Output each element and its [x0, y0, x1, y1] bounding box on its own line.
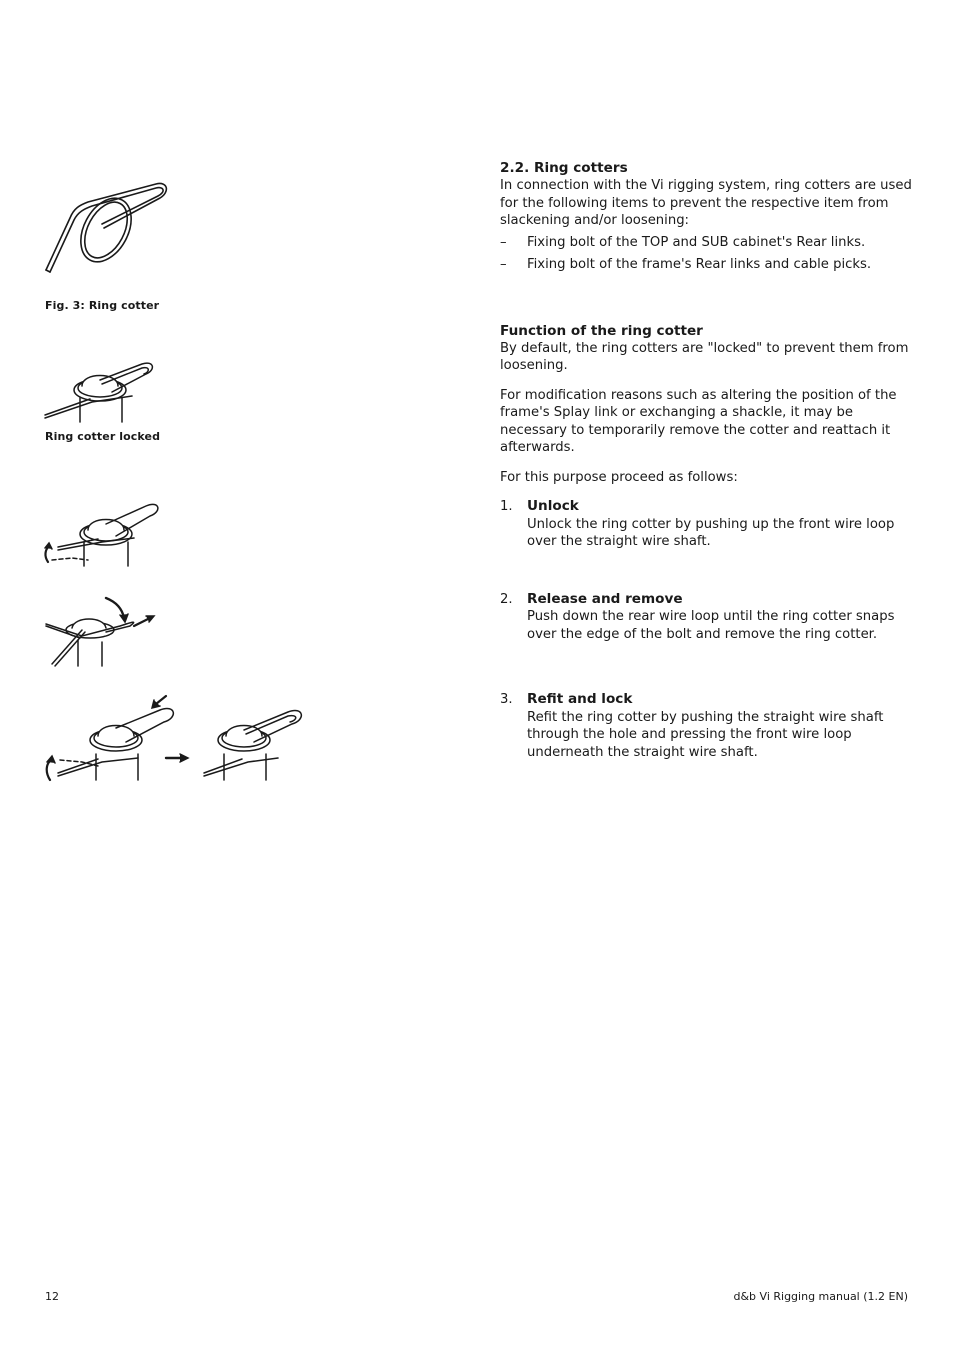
function-paragraph-3: For this purpose proceed as follows:: [500, 469, 738, 485]
function-heading: Function of the ring cotter: [500, 322, 703, 339]
figure-caption-fig3: Fig. 3: Ring cotter: [45, 299, 160, 312]
bullet-dash: –: [500, 257, 507, 272]
list-item: [500, 234, 914, 252]
list-item: [500, 256, 914, 274]
ring-cotter-locked-figure: [42, 358, 157, 423]
section-intro: In connection with the Vi rigging system, ring cotters are used for the following items to prevent the respective item from slackening and/or loosening:: [500, 178, 912, 228]
list-item-text: Fixing bolt of the frame's Rear links and cable picks.: [527, 257, 872, 272]
step-text: Push down the rear wire loop until the ring cotter snaps over the edge of the bolt and remove the ring cotter.: [527, 609, 895, 642]
step-unlock: [500, 498, 914, 551]
step-release-remove: [500, 591, 914, 644]
document-title: d&b Vi Rigging manual (1.2 EN): [733, 1290, 908, 1303]
step-title: Refit and lock: [527, 691, 633, 707]
refit-lock-step-figure: [42, 692, 307, 782]
step-number: 2.: [500, 591, 513, 607]
bullet-dash: –: [500, 234, 507, 250]
function-paragraph-2: For modification reasons such as altering the position of the frame's Splay link or exchanging a shackle, it may be necessary to temporarily remove the cotter and reattach it afterwards.: [500, 387, 897, 455]
step-refit-lock: [500, 691, 914, 761]
main-content: [500, 159, 914, 761]
step-text: Refit the ring cotter by pushing the straight wire shaft through the hole and pressing the front wire loop underneath the straight wire shaft.: [527, 709, 884, 760]
step-number: 1.: [500, 499, 513, 514]
ring-cotter-figure: [40, 178, 175, 278]
step-number: 3.: [500, 692, 513, 707]
step-text: Unlock the ring cotter by pushing up the front wire loop over the straight wire shaft.: [527, 516, 895, 549]
page-number: 12: [45, 1290, 59, 1303]
unlock-step-figure: [42, 498, 167, 568]
figure-caption-locked: Ring cotter locked: [45, 430, 161, 443]
step-title: Release and remove: [527, 590, 683, 607]
release-step-figure: [42, 590, 167, 670]
list-item-text: Fixing bolt of the TOP and SUB cabinet's Rear links.: [527, 234, 866, 250]
function-paragraph-1: By default, the ring cotters are "locked" to prevent them from loosening.: [500, 340, 909, 373]
ring-cotter-uses-list: [500, 234, 914, 274]
section-heading: 2.2. Ring cotters: [500, 160, 628, 176]
step-title: Unlock: [527, 498, 579, 514]
